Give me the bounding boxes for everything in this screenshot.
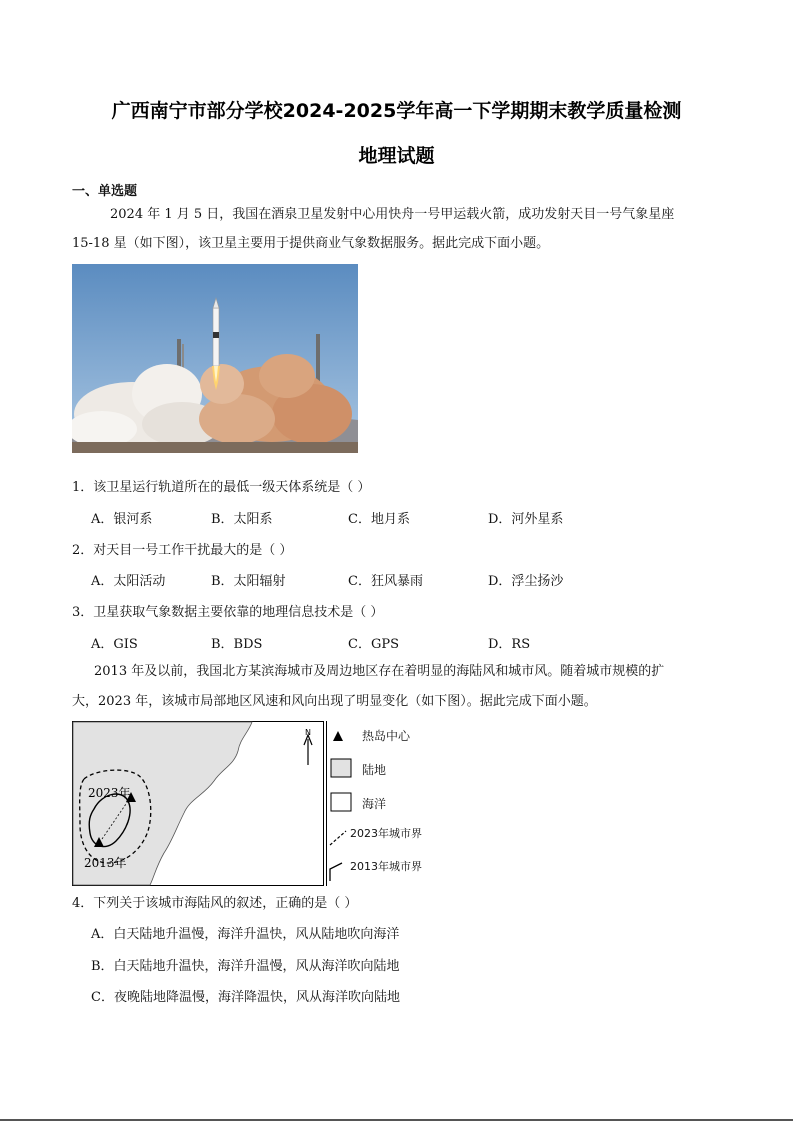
q3-option-a[interactable]: A．GIS xyxy=(91,637,138,652)
q4-option-b[interactable]: B．白天陆地升温快，海洋升温慢，风从海洋吹向陆地 xyxy=(91,959,400,974)
q1-option-a[interactable]: A．银河系 xyxy=(91,512,153,527)
legend-heat-island: 热岛中心 xyxy=(362,729,411,743)
passage-2-line-1: 2013 年及以前，我国北方某滨海城市及周边地区存在着明显的海陆风和城市风。随着城市规模的扩 xyxy=(94,664,665,679)
legend-sea: 海洋 xyxy=(362,797,387,811)
q2-option-a[interactable]: A．太阳活动 xyxy=(91,574,166,589)
legend-2023-boundary: 2023年城市界 xyxy=(350,827,422,840)
q3-option-d[interactable]: D．RS xyxy=(488,637,531,652)
city-map xyxy=(72,721,324,886)
section-heading: 一、单选题 xyxy=(72,184,138,199)
passage-2-line-2: 大，2023 年，该城市局部地区风速和风向出现了明显变化（如下图）。据此完成下面小题。 xyxy=(72,694,597,709)
passage-1-line-2: 15-18 星（如下图），该卫星主要用于提供商业气象数据服务。据此完成下面小题。 xyxy=(72,236,550,251)
question-2-stem: 2．对天目一号工作干扰最大的是（ ） xyxy=(72,543,293,558)
dashed-line-icon xyxy=(330,831,346,845)
q4-option-c[interactable]: C．夜晚陆地降温慢，海洋降温快，风从海洋吹向陆地 xyxy=(91,990,400,1005)
q1-option-d[interactable]: D．河外星系 xyxy=(488,512,564,527)
q3-option-c[interactable]: C．GPS xyxy=(348,637,399,652)
q2-option-d[interactable]: D．浮尘扬沙 xyxy=(488,574,564,589)
rocket-launch-photo xyxy=(72,264,358,453)
q1-option-b[interactable]: B．太阳系 xyxy=(211,512,273,527)
legend-land: 陆地 xyxy=(362,763,387,777)
solid-line-icon xyxy=(330,863,342,881)
page-title: 广西南宁市部分学校2024-2025学年高一下学期期末教学质量检测 xyxy=(111,100,682,122)
legend-2013-boundary: 2013年城市界 xyxy=(350,860,422,873)
q1-option-c[interactable]: C．地月系 xyxy=(348,512,410,527)
q2-option-c[interactable]: C．狂风暴雨 xyxy=(348,574,423,589)
sea-swatch xyxy=(331,793,351,811)
question-4-stem: 4．下列关于该城市海陆风的叙述，正确的是（ ） xyxy=(72,896,358,911)
land-swatch xyxy=(331,759,351,777)
q3-option-b[interactable]: B．BDS xyxy=(211,637,263,652)
question-3-stem: 3．卫星获取气象数据主要依靠的地理信息技术是（ ） xyxy=(72,605,384,620)
q2-option-b[interactable]: B．太阳辐射 xyxy=(211,574,286,589)
passage-1-line-1: 2024 年 1 月 5 日，我国在酒泉卫星发射中心用快舟一号甲运载火箭，成功发射天目一号气象星座 xyxy=(110,207,675,222)
north-arrow-icon: N xyxy=(305,728,311,737)
triangle-icon xyxy=(333,731,343,741)
label-2013: 2013年 xyxy=(84,856,127,870)
map-legend xyxy=(326,721,446,886)
label-2023: 2023年 xyxy=(88,786,131,800)
question-1-stem: 1．该卫星运行轨道所在的最低一级天体系统是（ ） xyxy=(72,480,371,495)
q4-option-a[interactable]: A．白天陆地升温慢，海洋升温快，风从陆地吹向海洋 xyxy=(91,927,400,942)
page-bottom-border xyxy=(0,1119,793,1121)
page-subtitle: 地理试题 xyxy=(358,145,435,167)
